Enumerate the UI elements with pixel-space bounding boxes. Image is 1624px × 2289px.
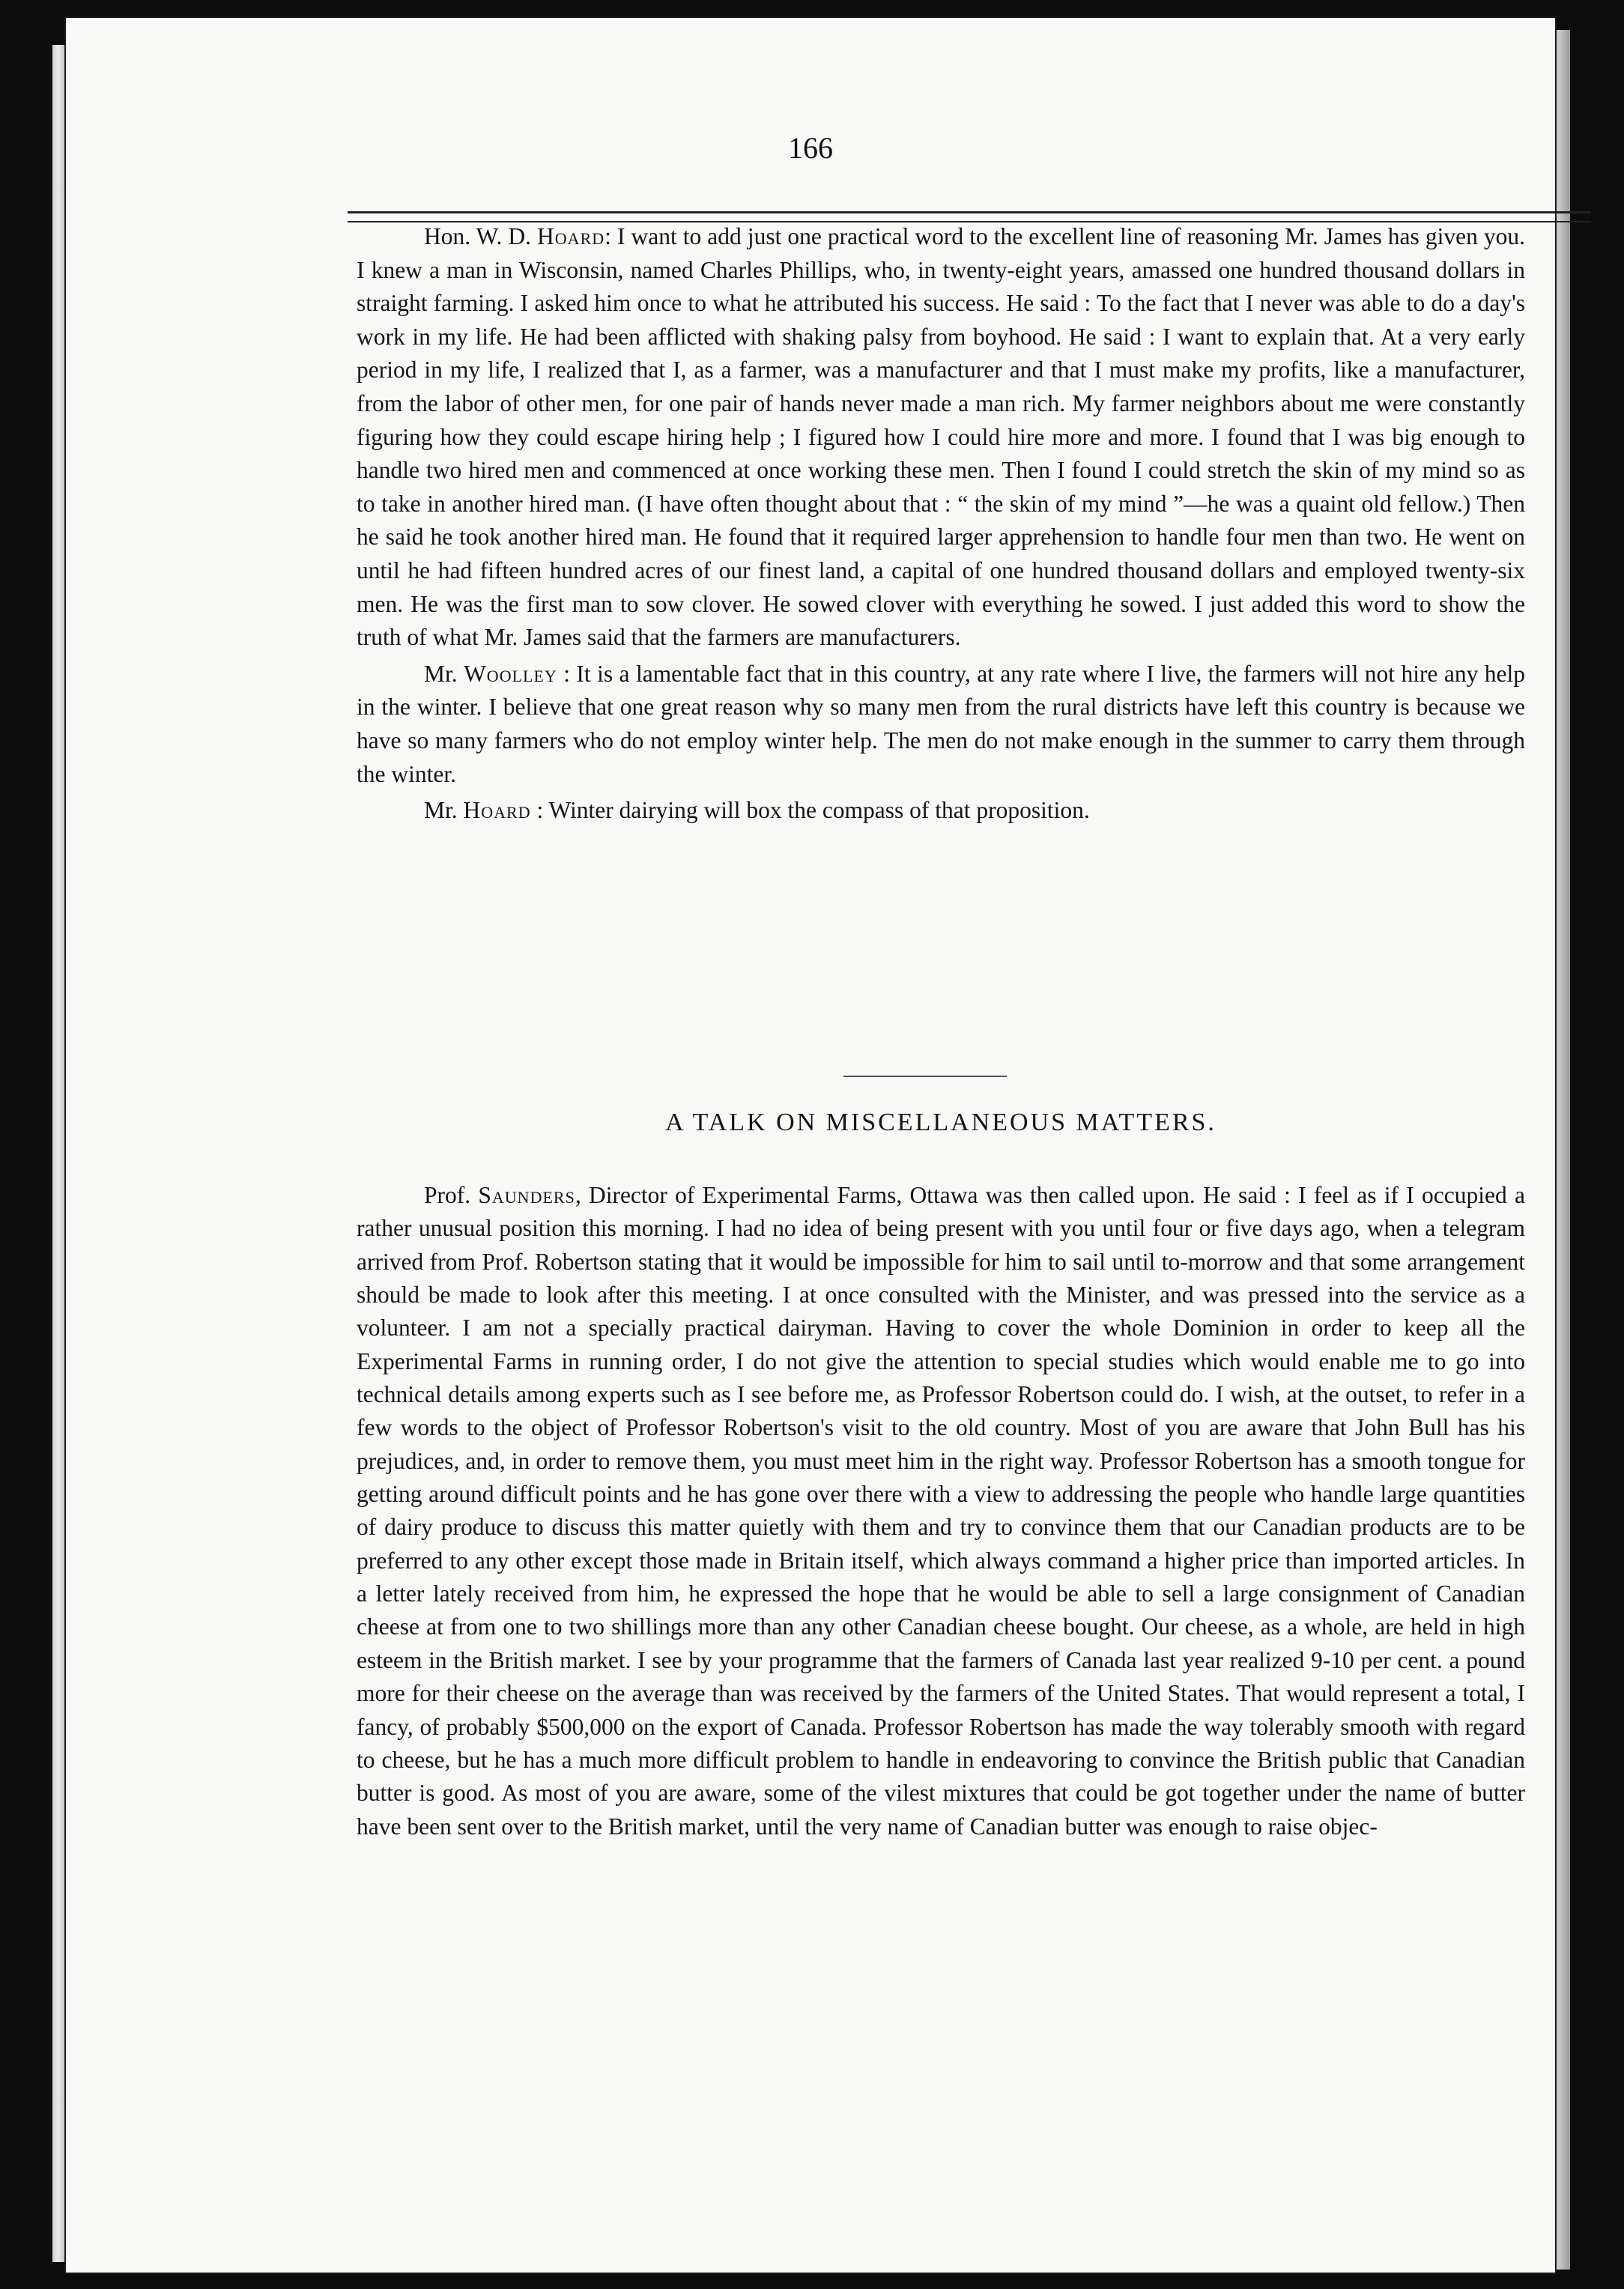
speaker-prefix: Hon. W. D. (424, 223, 538, 249)
section-heading: A TALK ON MISCELLANEOUS MATTERS. (665, 1109, 1217, 1136)
speaker-prefix: Prof. (424, 1182, 479, 1208)
paragraph-hoard-2 (357, 794, 1525, 828)
paragraph-text: , Director of Experimental Farms, Ottawa was then called upon. He said : I feel as if I occupied a rather unusual position this morning. I had no idea of being present with you until four or five days ago, when a telegram arrived from Prof. Robertson stating that it would be impossible for him to sail until to-morrow and that some arrangement should be made to look after this meeting. I at once consulted with the Minister, and was pressed into the service as a volunteer. I am not a specially practical dairyman. Having to cover the whole Dominion in order to keep all the Experimental Farms in running order, I do not give the attention to special studies which would enable me to go into technical details among experts such as I see before me, as Professor Robertson could do. I wish, at the outset, to refer in a few words to the object of Professor Robertson's visit to the old country. Most of you are aware that John Bull has his prejudices, and, in order to remove them, you must meet him in the right way. Professor Robertson has a smooth tongue for getting around difficult points and he has gone over there with a view to addressing the people who handle large quantities of dairy produce to discuss this matter quietly with them and try to convince them that our Canadian products are to be preferred to any other except those made in Britain itself, which always command a higher price than imported articles. In a letter lately received from him, he expressed the hope that he would be able to sell a large consignment of Canadian cheese at from one to two shillings more than any other Canadian cheese bought. Our cheese, as a whole, are held in high esteem in the British market. I see by your programme that the farmers of Canada last year realized 9-10 per cent. a pound more for their cheese on the average than was received by the farmers of the United States. That would represent a total, I fancy, of probably $500,000 on the export of Canada. Professor Robertson has made the way tolerably smooth with regard to cheese, but he has a much more difficult problem to handle in endeavoring to convince the British public that Canadian butter is good. As most of you are aware, some of the vilest mixtures that could be got together under the name of butter have been sent over to the British market, until the very name of Canadian butter was enough to raise objec- (357, 1182, 1525, 1840)
section-body (357, 1179, 1525, 1843)
page-number: 166 (788, 131, 833, 165)
speaker-prefix: Mr. (424, 797, 464, 824)
speaker-name: Hoard (463, 797, 531, 824)
speaker-name: Hoard (537, 223, 605, 249)
speaker-name: Woolley (464, 660, 557, 687)
speaker-name: Saunders (478, 1182, 575, 1208)
speaker-prefix: Mr. (424, 660, 464, 687)
discussion-block (357, 220, 1525, 828)
section-divider (843, 1076, 1007, 1077)
paragraph-saunders (357, 1179, 1525, 1843)
page-edge-right (1555, 30, 1570, 2270)
paragraph-woolley (357, 658, 1525, 791)
paragraph-text: : I want to add just one practical word to the excellent line of reasoning Mr. James has given you. I knew a man in Wisconsin, named Charles Phillips, who, in twenty-eight years, amassed one hundred thousand dollars in straight farming. I asked him once to what he attributed his success. He said : To the fact that I never was able to do a day's work in my life. He had been afflicted with shaking palsy from boyhood. He said : I want to explain that. At a very early period in my life, I realized that I, as a farmer, was a manufacturer and that I must make my profits, like a manufacturer, from the labor of other men, for one pair of hands never made a man rich. My farmer neighbors about me were constantly figuring how they could escape hiring help ; I figured how I could hire more and more. I found that I was big enough to handle two hired men and commenced at once working these men. Then I found I could stretch the skin of my mind so as to take in another hired man. (I have often thought about that : “ the skin of my mind ”—he was a quaint old fellow.) Then he said he took another hired man. He found that it required larger apprehension to handle four men than two. He went on until he had fifteen hundred acres of our finest land, a capital of one hundred thousand dollars and employed twenty-six men. He was the first man to sow clover. He sowed clover with everything he sowed. I just added this word to show the truth of what Mr. James said that the farmers are manufacturers. (357, 223, 1525, 651)
page-edge-left (52, 45, 66, 2262)
paragraph-hoard-1 (357, 220, 1525, 655)
paragraph-text: : Winter dairying will box the compass of that proposition. (530, 797, 1090, 824)
paragraph-text: : It is a lamentable fact that in this country, at any rate where I live, the farmers will not hire any help in the winter. I believe that one great reason why so many men from the rural districts have left this country is because we have so many farmers who do not employ winter help. The men do not make enough in the summer to carry them through the winter. (357, 660, 1525, 787)
